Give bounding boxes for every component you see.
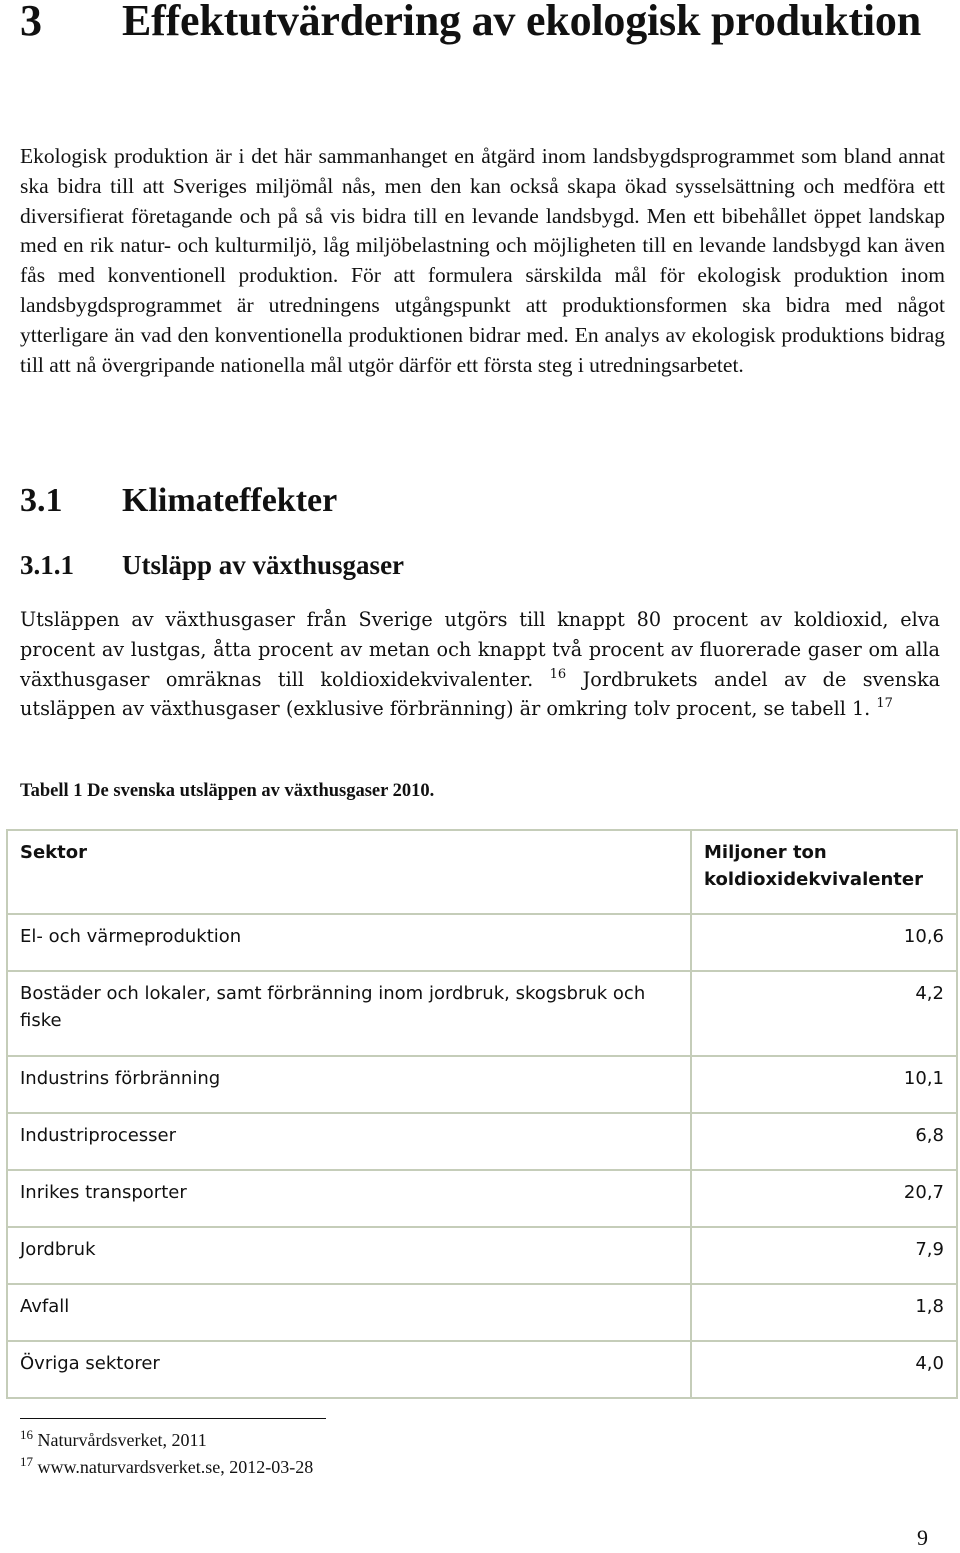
page-number: 9 xyxy=(917,1525,928,1550)
header-value: Miljoner ton koldioxidekvivalenter xyxy=(691,830,957,914)
intro-paragraph: Ekologisk produktion är i det här sammanhanget en åtgärd inom landsbygdsprogrammet som bland annat ska bidra till att Sveriges miljömål nås, men den kan också skapa ökad sysselsättning och medföra ett diversifierat företagande och på så vis bidra till en levande landsbygd. Men ett bibehållet öppet landskap med en rik natur- och kulturmiljö, låg miljöbelastning och möjligheten till en levande landsbygd kan även fås med konventionell produktion. För att formulera särskilda mål för ekologisk produktion inom landsbygdsprogrammet är utredningens utgångspunkt att produktionsformen ska bidra med något ytterligare än vad den konventionella produktionen bidrar med. En analys av ekologisk produktions bidrag till att nå övergripande nationella mål utgör därför ett första steg i utredningsarbetet. xyxy=(20,144,945,377)
footnote-number: 16 xyxy=(20,1427,33,1442)
table-header-row xyxy=(7,830,957,914)
header-sector: Sektor xyxy=(7,830,691,914)
footnote-16 xyxy=(20,1427,207,1451)
subsection-number: 3.1.1 xyxy=(20,550,74,580)
footnote-ref-16[interactable]: 16 xyxy=(549,666,567,682)
table-row xyxy=(7,1341,957,1398)
footnote-text: Naturvårdsverket, 2011 xyxy=(37,1430,207,1450)
row-sector: Industriprocesser xyxy=(7,1113,691,1170)
row-value: 6,8 xyxy=(691,1113,957,1170)
table-row xyxy=(7,914,957,971)
footnote-divider xyxy=(20,1418,326,1419)
row-value: 10,6 xyxy=(691,914,957,971)
emissions-paragraph xyxy=(20,605,940,724)
row-value: 20,7 xyxy=(691,1170,957,1227)
chapter-title: Effektutvärdering av ekologisk produktion xyxy=(122,0,921,45)
section-title: Klimateffekter xyxy=(122,482,338,519)
footnote-text: www.naturvardsverket.se, 2012-03-28 xyxy=(37,1457,314,1477)
row-sector: Avfall xyxy=(7,1284,691,1341)
row-sector: Jordbruk xyxy=(7,1227,691,1284)
row-sector: Övriga sektorer xyxy=(7,1341,691,1398)
footnote-ref-17[interactable]: 17 xyxy=(876,696,893,712)
row-value: 4,2 xyxy=(691,971,957,1056)
emissions-text-part1: Utsläppen av växthusgaser från Sverige utgörs till knappt 80 procent av koldioxid, elva procent av lustgas, åtta procent av metan och knappt två procent av fluorerade gaser om alla växthusgaser omräknas till koldioxidekvivalenter. xyxy=(20,608,940,691)
row-value: 10,1 xyxy=(691,1056,957,1113)
table-row xyxy=(7,971,957,1056)
row-value: 4,0 xyxy=(691,1341,957,1398)
table-row xyxy=(7,1284,957,1341)
row-sector: Industrins förbränning xyxy=(7,1056,691,1113)
row-sector: Inrikes transporter xyxy=(7,1170,691,1227)
subsection-title: Utsläpp av växthusgaser xyxy=(122,550,405,580)
emissions-table xyxy=(6,829,958,1399)
row-value: 7,9 xyxy=(691,1227,957,1284)
emissions-text-part2: Jordbrukets andel av de svenska utsläppen av växthusgaser (exklusive förbränning) är omkring tolv procent, se tabell 1. xyxy=(20,667,941,721)
section-number: 3.1 xyxy=(20,482,63,519)
footnote-number: 17 xyxy=(20,1454,33,1469)
row-sector: Bostäder och lokaler, samt förbränning inom jordbruk, skogsbruk och fiske xyxy=(7,971,691,1056)
row-sector: El- och värmeproduktion xyxy=(7,914,691,971)
chapter-number: 3 xyxy=(20,0,42,45)
footnote-17 xyxy=(20,1454,314,1478)
table-row xyxy=(7,1056,957,1113)
table-caption: Tabell 1 De svenska utsläppen av växthusgaser 2010. xyxy=(20,781,435,801)
row-value: 1,8 xyxy=(691,1284,957,1341)
table-row xyxy=(7,1227,957,1284)
table-row xyxy=(7,1170,957,1227)
table-row xyxy=(7,1113,957,1170)
